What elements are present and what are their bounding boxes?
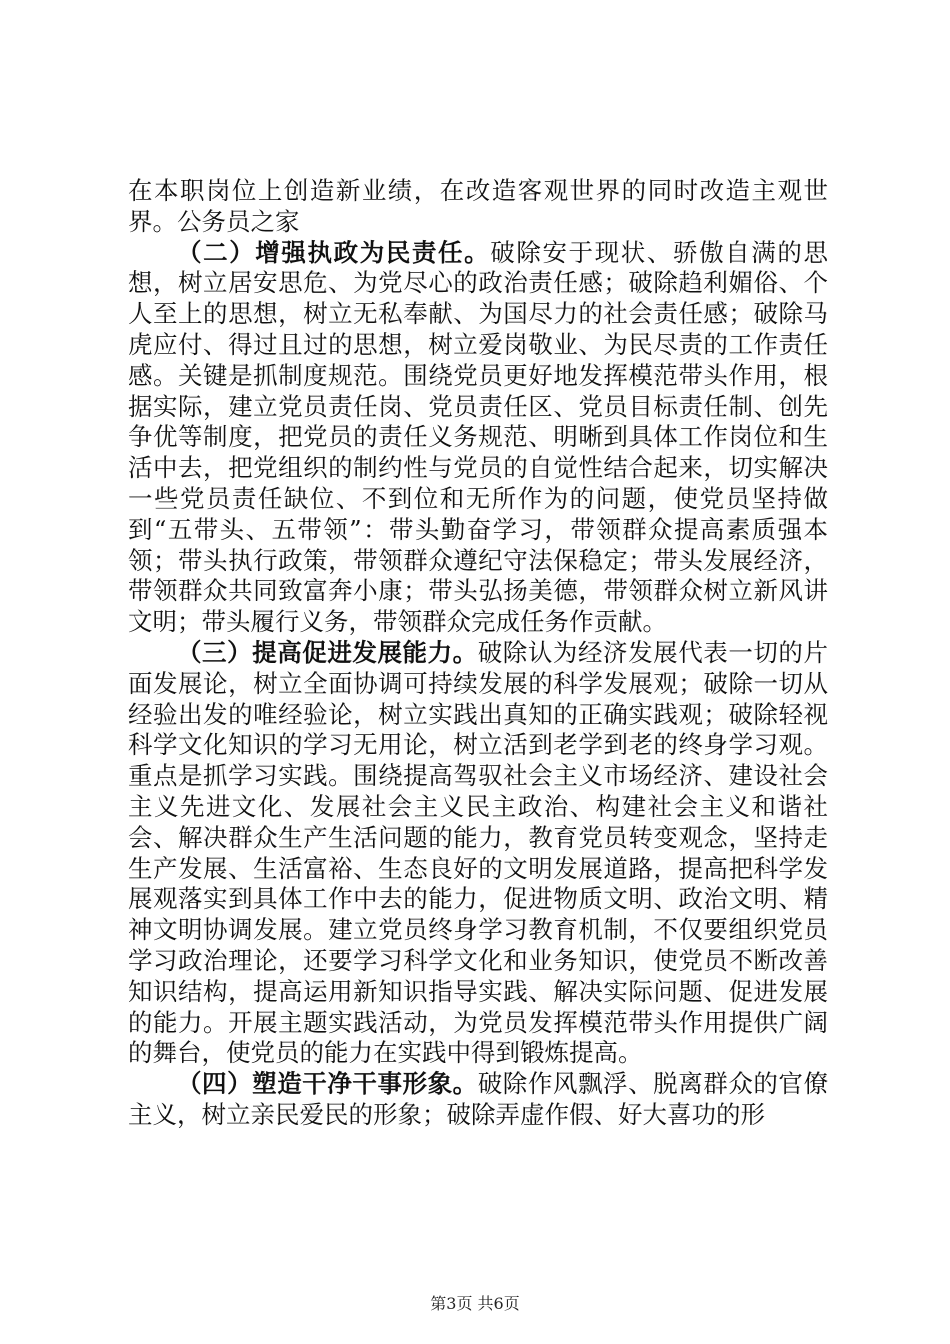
- paragraph-section-2: [128, 238, 828, 638]
- section-heading: （三）提高促进发展能力。: [177, 637, 478, 667]
- paragraph-section-4: [128, 1069, 828, 1131]
- paragraph-text: 在本职岗位上创造新业绩，在改造客观世界的同时改造主观世界。公务员之家: [128, 176, 828, 236]
- page-number: 第3页 共6页: [430, 1294, 520, 1313]
- section-heading: （四）塑造干净干事形象。: [177, 1069, 478, 1099]
- paragraph-continuation: [128, 176, 828, 238]
- paragraph-text: 破除安于现状、骄傲自满的思想，树立居安思危、为党尽心的政治责任感；破除趋利媚俗、个人至上的思想，树立无私奉献、为国尽力的社会责任感；破除马虎应付、得过且过的思想，树立爱岗敬业、为民尽责的工作责任感。关键是抓制度规范。围绕党员更好地发挥模范带头作用，根据实际，建立党员责任岗、党员责任区、党员目标责任制、创先争优等制度，把党员的责任义务规范、明晰到具体工作岗位和生活中去，把党组织的制约性与党员的自觉性结合起来，切实解决一些党员责任缺位、不到位和无所作为的问题，使党员坚持做到“五带头、五带领”：带头勤奋学习，带领群众提高素质强本领；带头执行政策，带领群众遵纪守法保稳定；带头发展经济，带领群众共同致富奔小康；带头弘扬美德，带领群众树立新风讲文明；带头履行义务，带领群众完成任务作贡献。: [128, 237, 828, 637]
- section-heading: （二）增强执政为民责任。: [177, 237, 491, 267]
- paragraph-text: 破除作风飘浮、脱离群众的官僚主义，树立亲民爱民的形象；破除弄虚作假、好大喜功的形: [128, 1069, 828, 1129]
- page-footer: [0, 1291, 950, 1314]
- paragraph-text: 破除认为经济发展代表一切的片面发展论，树立全面协调可持续发展的科学发展观；破除一切从经验出发的唯经验论，树立实践出真知的正确实践观；破除轻视科学文化知识的学习无用论，树立活到老学到老的终身学习观。重点是抓学习实践。围绕提高驾驭社会主义市场经济、建设社会主义先进文化、发展社会主义民主政治、构建社会主义和谐社会、解决群众生产生活问题的能力，教育党员转变观念，坚持走生产发展、生活富裕、生态良好的文明发展道路，提高把科学发展观落实到具体工作中去的能力，促进物质文明、政治文明、精神文明协调发展。建立党员终身学习教育机制，不仅要组织党员学习政治理论，还要学习科学文化和业务知识，使党员不断改善知识结构，提高运用新知识指导实践、解决实际问题、促进发展的能力。开展主题实践活动，为党员发挥模范带头作用提供广阔的舞台，使党员的能力在实践中得到锻炼提高。: [128, 637, 828, 1068]
- document-body: [128, 176, 828, 1131]
- paragraph-section-3: [128, 638, 828, 1069]
